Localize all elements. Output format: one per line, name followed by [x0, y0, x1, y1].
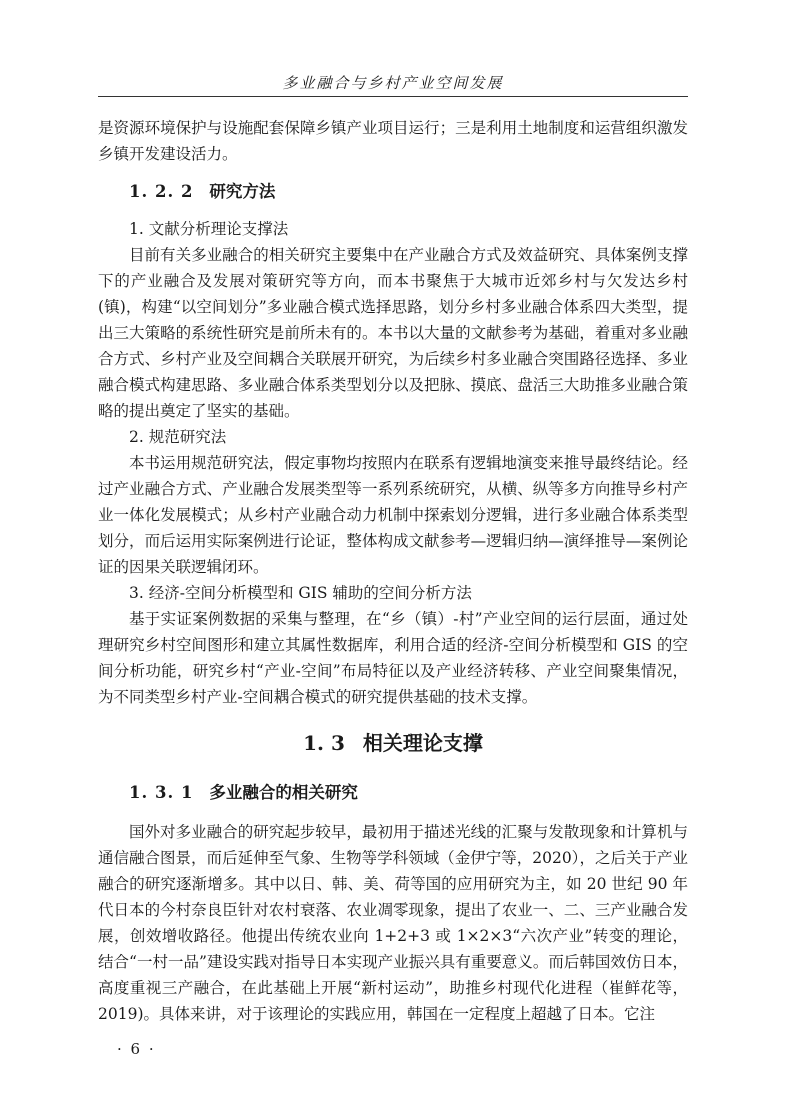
section-title: 多业融合的相关研究: [209, 783, 358, 802]
section-title: 相关理论支撑: [362, 731, 483, 755]
header-rule: [98, 96, 688, 97]
body-paragraph: 国外对多业融合的研究起步较早，最初用于描述光线的汇聚与发散现象和计算机与通信融合图景，而后延伸至气象、生物等学科领域（金伊宁等，2020），之后关于产业融合的研究逐渐增多。其中以日、韩、美、荷等国的应用研究为主，如 20 世纪 90 年代日本的今村奈良臣针对农村衰落、农业凋零现象，提出了农业一、二、三产业融合发展，创效增收路径。他提出传统农业向 1+2+3 或 1×2×3“六次产业”转变的理论，结合“一村一品”建设实践对指导日本实现产业振兴具有重要意义。而后韩国效仿日本，高度重视三产融合，在此基础上开展“新村运动”，助推乡村现代化进程（崔鲜花等，2019)。具体来讲，对于该理论的实践应用，韩国在一定程度上超越了日本。它注: [98, 823, 688, 1023]
method-item-body: 基于实证案例数据的采集与整理，在“乡（镇）-村”产业空间的运行层面，通过处理研究乡村空间图形和建立其属性数据库，利用合适的经济-空间分析模型和 GIS 的空间分析功能，研究乡村“产业-空间”布局特征以及产业经济转移、产业空间聚集情况，为不同类型乡村产业-空间耦合模式的研究提供基础的技术支撑。: [98, 610, 688, 706]
method-item-label: 2. 规范研究法: [129, 428, 227, 446]
section-number: 1. 3: [303, 731, 345, 755]
section-heading-1-3: [98, 728, 688, 758]
section-title: 研究方法: [209, 182, 276, 201]
page-body: [98, 115, 688, 1027]
section-heading-1-2-2: [98, 179, 688, 205]
method-item-label: 1. 文献分析理论支撑法: [129, 220, 289, 238]
running-header: 多业融合与乡村产业空间发展: [282, 74, 504, 92]
method-item-body: 目前有关多业融合的相关研究主要集中在产业融合方式及效益研究、具体案例支撑下的产业融合及发展对策研究等方向，而本书聚焦于大城市近郊乡村与欠发达乡村(镇)，构建“以空间划分”多业融合模式选择思路，划分乡村多业融合体系四大类型，提出三大策略的系统性研究是前所未有的。本书以大量的文献参考为基础，着重对多业融合方式、乡村产业及空间耦合关联展开研究，为后续乡村多业融合突围路径选择、多业融合模式构建思路、多业融合体系类型划分以及把脉、摸底、盘活三大助推多业融合策略的提出奠定了坚实的基础。: [98, 246, 688, 420]
continuation-paragraph: 是资源环境保护与设施配套保障乡镇产业项目运行；三是利用土地制度和运营组织激发乡镇开发建设活力。: [98, 119, 688, 163]
method-item-body: 本书运用规范研究法，假定事物均按照内在联系有逻辑地演变来推导最终结论。经过产业融合方式、产业融合发展类型等一系列系统研究，从横、纵等多方向推导乡村产业一体化发展模式；从乡村产业融合动力机制中探索划分逻辑，进行多业融合体系类型划分，而后运用实际案例进行论证，整体构成文献参考—逻辑归纳—演绎推导—案例论证的因果关联逻辑闭环。: [98, 454, 688, 576]
section-heading-1-3-1: [98, 780, 688, 806]
page-number: · 6 ·: [117, 1040, 156, 1058]
section-number: 1. 2. 2: [129, 182, 194, 201]
section-number: 1. 3. 1: [129, 783, 194, 802]
method-item-label: 3. 经济-空间分析模型和 GIS 辅助的空间分析方法: [129, 584, 472, 602]
